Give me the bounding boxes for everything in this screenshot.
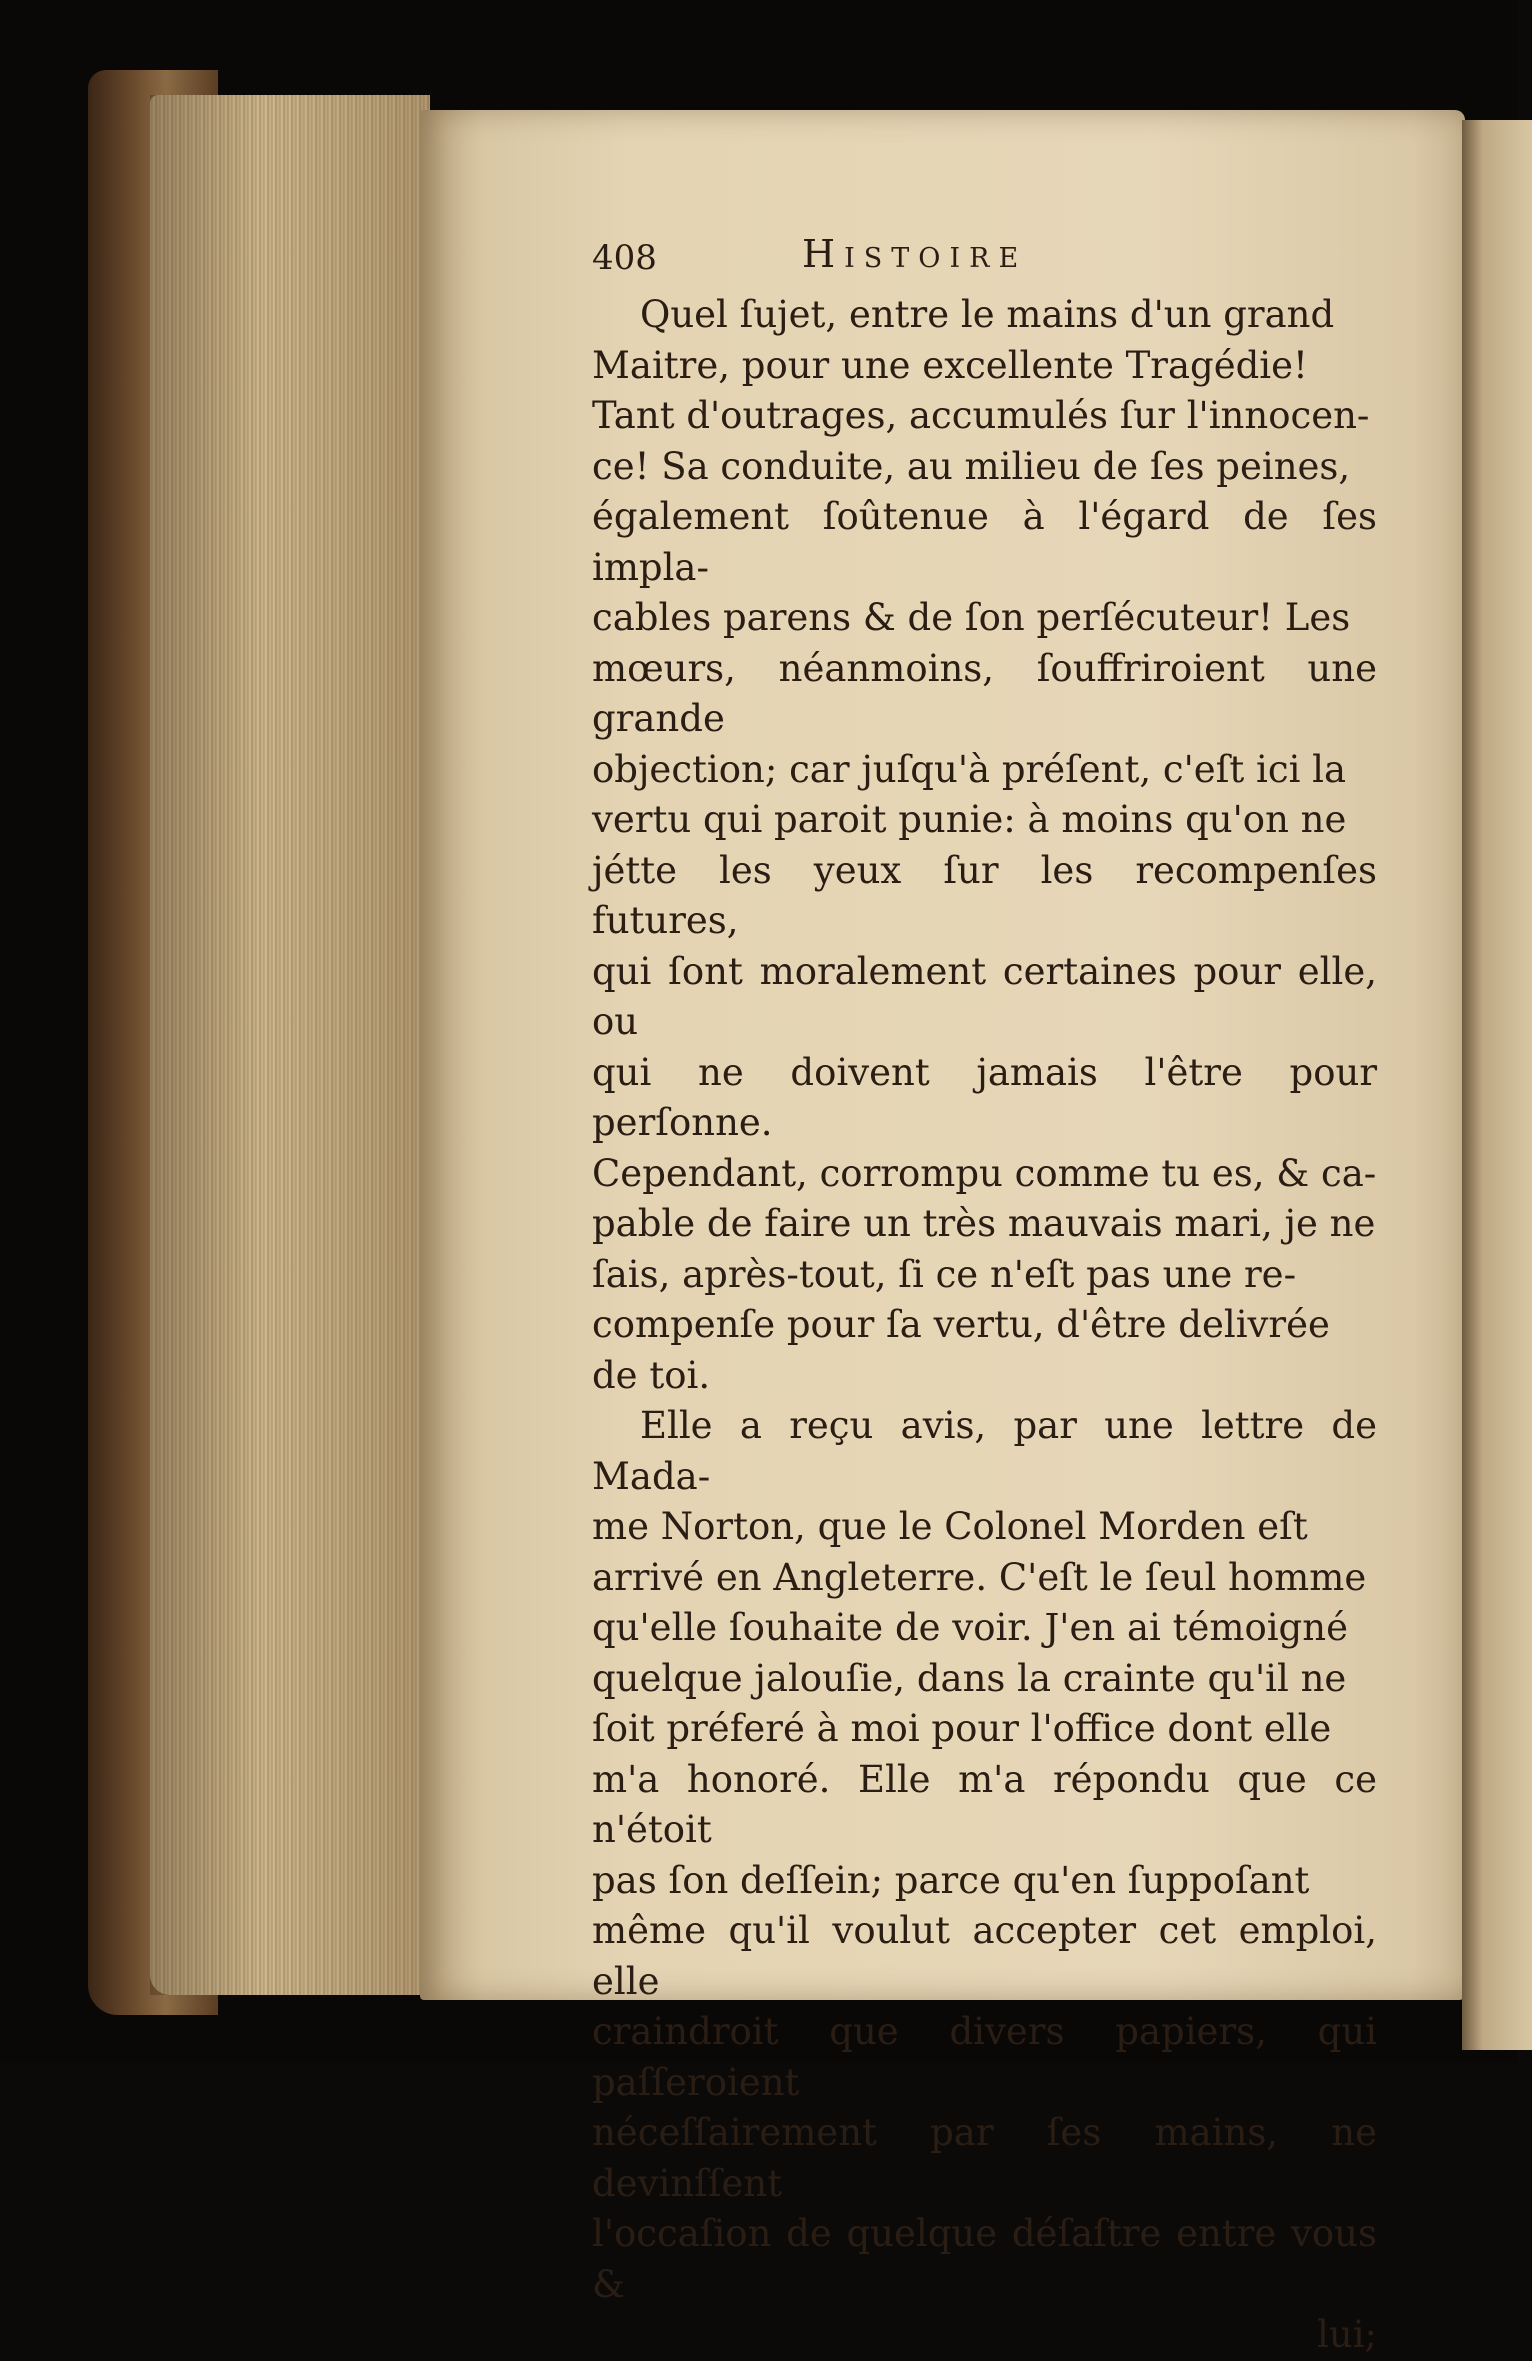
page-text-block [592,232,1377,2361]
page-block-edges [150,95,430,1995]
running-title: Histoire [802,232,1028,276]
page-header [592,232,1377,290]
facing-page-edge [1462,120,1532,2050]
paragraph-1: Quel ſujet, entre le mains d'un grand Maitre, pour une excellente Tragédie! Tant d'outrages, accumulés ſur l'innocen- ce! Sa conduite, au milieu de ſes peines, également ſoûtenue à l'égard de ſes impla- cables parens & de ſon perſécuteur! Les mœurs, néanmoins, ſouffriroient une grande objection; car juſqu'à préſent, c'eſt ici la vertu qui paroit punie: à moins qu'on ne jétte les yeux ſur les recompenſes futures, qui ſont moralement certaines pour elle, ou qui ne doivent jamais l'être pour perſonne. Cependant, corrompu comme tu es, & ca- pable de faire un très mauvais mari, je ne ſais, après-tout, ſi ce n'eſt pas une re- compenſe pour ſa vertu, d'être delivrée de toi. [592,293,1377,1397]
page-number: 408 [592,238,657,278]
paragraph-2: Elle a reçu avis, par une lettre de Mada- me Norton, que le Colonel Morden eſt arrivé en Angleterre. C'eſt le ſeul homme qu'elle ſouhaite de voir. J'en ai témoigné quelque jalouſie, dans la crainte qu'il ne ſoit préferé à moi pour l'office dont elle m'a honoré. Elle m'a répondu que ce n'étoit pas ſon deſſein; parce qu'en ſuppoſant même qu'il voulut accepter cet emploi, elle craindroit que divers papiers, qui paſſeroient néceſſairement par ſes mains, ne devinſſent l'occaſion de quelque déſaſtre entre vous & [592,1404,1377,2306]
catchword: lui; [1317,2313,1377,2356]
